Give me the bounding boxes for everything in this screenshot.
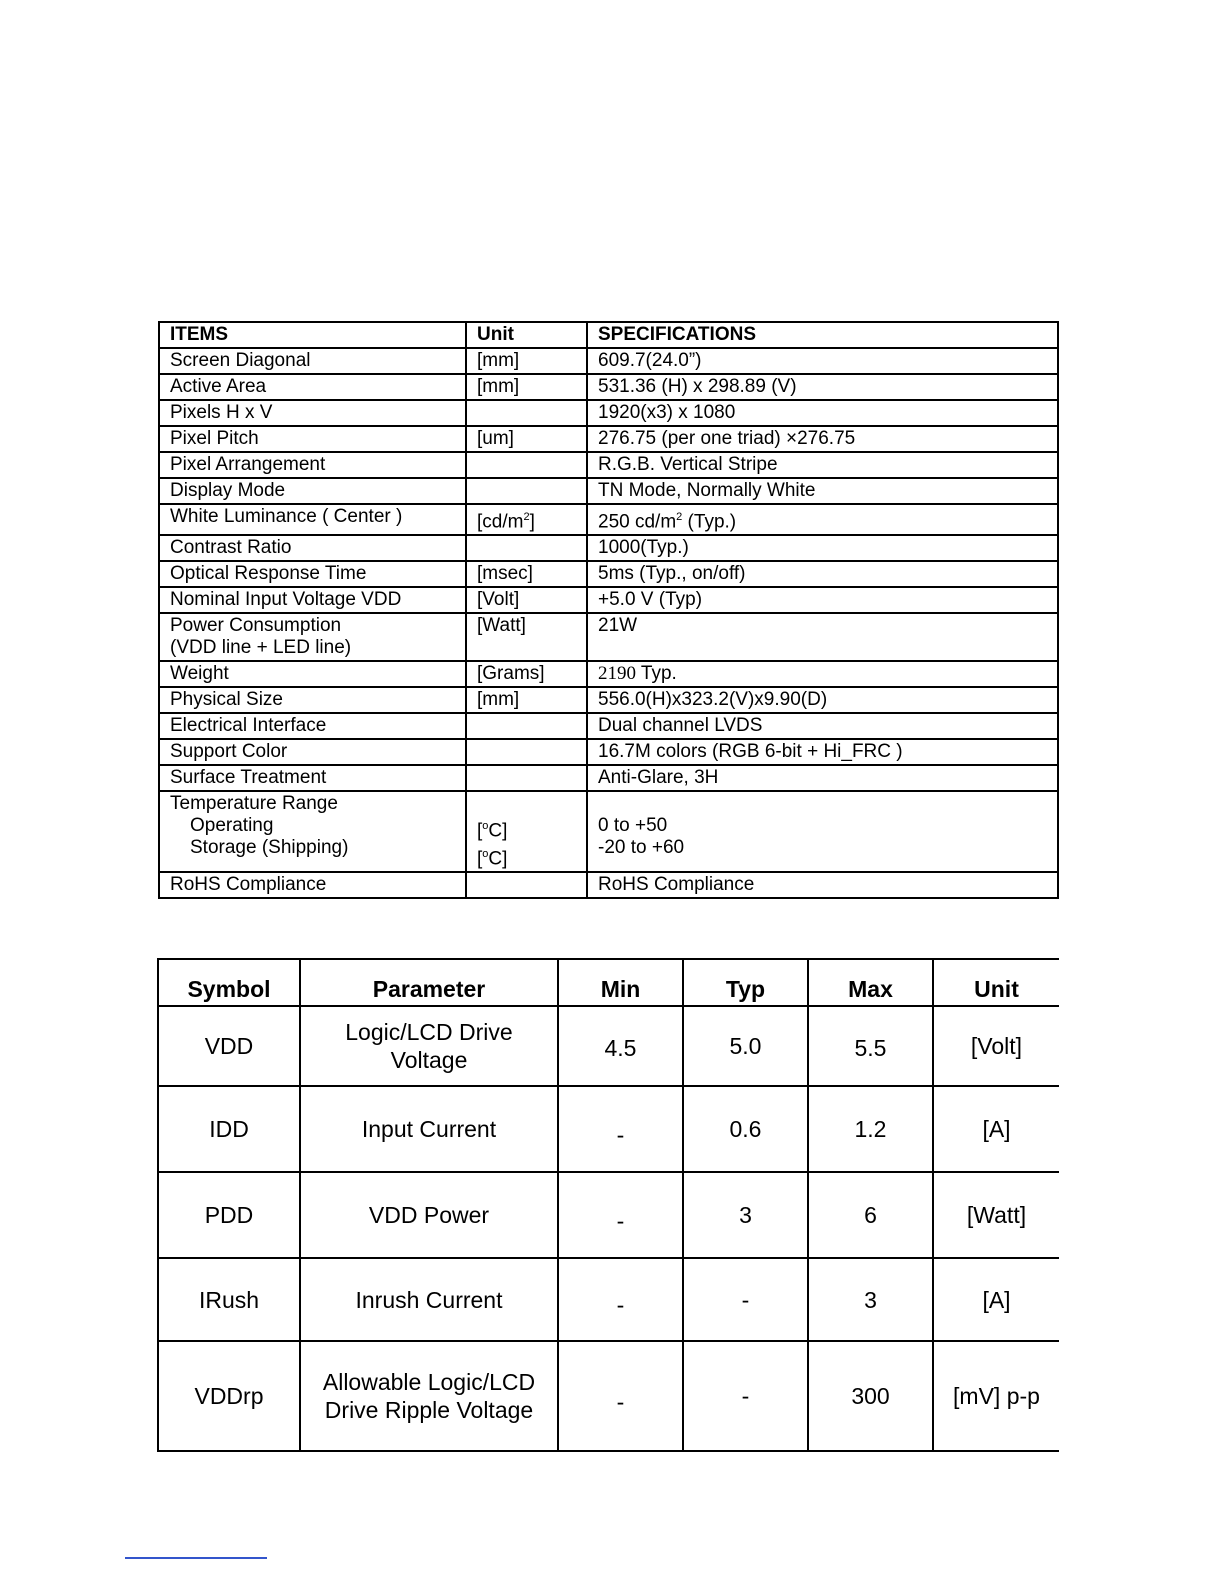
parameter-cell: Logic/LCD Drive Voltage [300,1006,558,1086]
spec-row [159,348,1058,374]
unit-cell: [Watt] [466,613,587,661]
spec-row [159,478,1058,504]
item-cell: Display Mode [159,478,466,504]
spec-cell: 1000(Typ.) [587,535,1058,561]
spec-cell: Anti-Glare, 3H [587,765,1058,791]
item-cell: Nominal Input Voltage VDD [159,587,466,613]
min-cell: - [558,1086,683,1172]
unit-cell: [Grams] [466,661,587,687]
max-cell: 3 [808,1258,933,1341]
max-cell: 300 [808,1341,933,1451]
header-max: Max [808,959,933,1006]
item-cell: Weight [159,661,466,687]
spec-cell: 0 to +50 -20 to +60 [587,791,1058,872]
item-cell: Pixel Arrangement [159,452,466,478]
unit-cell: [Watt] [933,1172,1059,1258]
parameter-cell: Allowable Logic/LCD Drive Ripple Voltage [300,1341,558,1451]
spec-cell: TN Mode, Normally White [587,478,1058,504]
item-cell: Physical Size [159,687,466,713]
unit-cell: [Volt] [466,587,587,613]
min-cell: - [558,1258,683,1341]
header-specifications: SPECIFICATIONS [587,322,1058,348]
item-cell: Surface Treatment [159,765,466,791]
item-cell: Power Consumption (VDD line + LED line) [159,613,466,661]
max-cell: 6 [808,1172,933,1258]
symbol-cell: IRush [158,1258,300,1341]
spec-cell: 250 $cd/m^2$ (Typ.) [587,504,1058,535]
unit-cell [466,400,587,426]
unit-cell: [um] [466,426,587,452]
spec-row [159,426,1058,452]
unit-cell: [mm] [466,348,587,374]
parameter-cell: VDD Power [300,1172,558,1258]
spec-cell: 609.7(24.0”) [587,348,1058,374]
spec-cell: R.G.B. Vertical Stripe [587,452,1058,478]
item-cell: Electrical Interface [159,713,466,739]
spec-cell: 5ms (Typ., on/off) [587,561,1058,587]
unit-cell [466,535,587,561]
electrical-row [158,1341,1059,1451]
unit-cell: [mm] [466,687,587,713]
unit-cell: [mV] p-p [933,1341,1059,1451]
header-items: ITEMS [159,322,466,348]
electrical-characteristics-table [157,958,1059,1452]
unit-cell: [mm] [466,374,587,400]
header-symbol: Symbol [158,959,300,1006]
spec-cell: 276.75 (per one triad) ×276.75 [587,426,1058,452]
symbol-cell: PDD [158,1172,300,1258]
specifications-table [158,321,1059,899]
typ-cell: 0.6 [683,1086,808,1172]
spec-cell: 21W [587,613,1058,661]
max-cell: 1.2 [808,1086,933,1172]
spec-row [159,687,1058,713]
spec-row [159,535,1058,561]
spec-cell: 556.0(H)x323.2(V)x9.90(D) [587,687,1058,713]
typ-cell: 3 [683,1172,808,1258]
electrical-row [158,1258,1059,1341]
spec-cell: Dual channel LVDS [587,713,1058,739]
min-cell: 4.5 [558,1006,683,1086]
header-typ: Typ [683,959,808,1006]
typ-cell: - [683,1341,808,1451]
spec-cell: 531.36 (H) x 298.89 (V) [587,374,1058,400]
header-min: Min [558,959,683,1006]
spec-row [159,739,1058,765]
spec-cell: 1920(x3) x 1080 [587,400,1058,426]
spec-cell: 16.7M colors (RGB 6-bit + Hi_FRC ) [587,739,1058,765]
unit-cell: [msec] [466,561,587,587]
item-cell: Screen Diagonal [159,348,466,374]
unit-cell: [A] [933,1258,1059,1341]
spec-cell: RoHS Compliance [587,872,1058,898]
footnote-separator-line [125,1557,267,1559]
spec-row [159,374,1058,400]
spec-header-row [159,322,1058,348]
item-cell: Temperature Range Operating Storage (Shipping) [159,791,466,872]
unit-cell [466,872,587,898]
spec-cell: 2190 Typ. [587,661,1058,687]
spec-row [159,661,1058,687]
item-cell: Pixel Pitch [159,426,466,452]
unit-cell: $[cd/m^2]$ [466,504,587,535]
unit-cell: [A] [933,1086,1059,1172]
spec-row [159,791,1058,872]
electrical-row [158,1172,1059,1258]
symbol-cell: VDDrp [158,1341,300,1451]
min-cell: - [558,1341,683,1451]
parameter-cell: Inrush Current [300,1258,558,1341]
typ-cell: 5.0 [683,1006,808,1086]
header-unit: Unit [466,322,587,348]
item-cell: Support Color [159,739,466,765]
unit-cell [466,713,587,739]
spec-cell: +5.0 V (Typ) [587,587,1058,613]
unit-cell [466,478,587,504]
symbol-cell: VDD [158,1006,300,1086]
unit-cell [466,765,587,791]
electrical-row [158,1006,1059,1086]
electrical-header-row [158,959,1059,1006]
electrical-row [158,1086,1059,1172]
item-cell: White Luminance ( Center ) [159,504,466,535]
spec-row [159,872,1058,898]
spec-row [159,713,1058,739]
item-cell: Contrast Ratio [159,535,466,561]
header-unit: Unit [933,959,1059,1006]
unit-cell [466,739,587,765]
spec-row [159,587,1058,613]
spec-row [159,613,1058,661]
symbol-cell: IDD [158,1086,300,1172]
header-parameter: Parameter [300,959,558,1006]
item-cell: RoHS Compliance [159,872,466,898]
unit-cell: [Volt] [933,1006,1059,1086]
unit-cell [466,452,587,478]
spec-row [159,452,1058,478]
spec-row [159,504,1058,535]
spec-row [159,400,1058,426]
item-cell: Pixels H x V [159,400,466,426]
typ-cell: - [683,1258,808,1341]
parameter-cell: Input Current [300,1086,558,1172]
spec-row [159,561,1058,587]
min-cell: - [558,1172,683,1258]
unit-cell: [$^o$C] [$^o$C] [466,791,587,872]
max-cell: 5.5 [808,1006,933,1086]
spec-row [159,765,1058,791]
item-cell: Active Area [159,374,466,400]
item-cell: Optical Response Time [159,561,466,587]
